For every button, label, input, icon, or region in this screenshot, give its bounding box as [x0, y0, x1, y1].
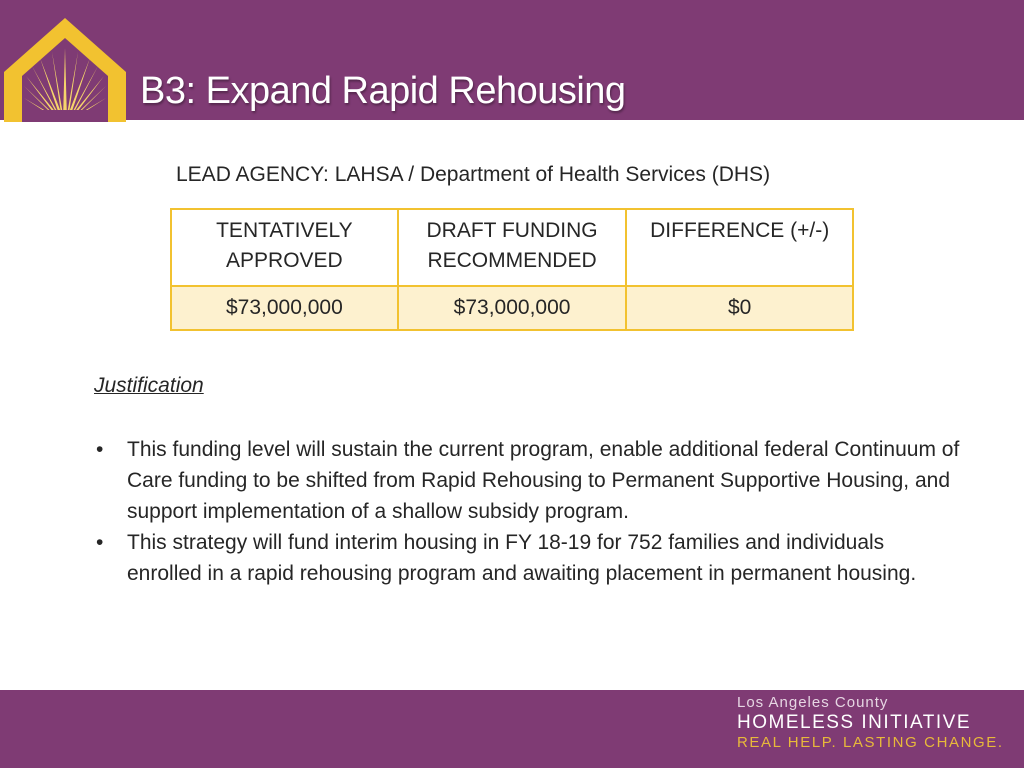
justification-heading: Justification — [94, 374, 204, 397]
header-line: RECOMMENDED — [427, 249, 597, 272]
header-difference — [626, 209, 853, 286]
footer-tagline: REAL HELP. LASTING CHANGE. — [737, 734, 1004, 751]
footer-bar — [0, 690, 1024, 768]
header-bar — [0, 0, 1024, 120]
footer-initiative: HOMELESS INITIATIVE — [737, 712, 972, 733]
list-item — [94, 527, 964, 589]
footer-logo-text — [737, 694, 1024, 752]
header-line: TENTATIVELY — [216, 219, 353, 242]
value-difference: $0 — [626, 286, 853, 330]
footer-county: Los Angeles County — [737, 694, 889, 711]
funding-table — [170, 208, 854, 331]
value-tentatively-approved: $73,000,000 — [171, 286, 398, 330]
header-tentatively-approved — [171, 209, 398, 286]
header-line: DRAFT FUNDING — [426, 219, 598, 242]
slide-title: B3: Expand Rapid Rehousing — [140, 70, 626, 112]
bullet-icon: • — [96, 438, 104, 461]
bullet-text: This strategy will fund interim housing in FY 18-19 for 752 families and individuals enrolled in a rapid rehousing program and awaiting placement in permanent housing. — [127, 531, 917, 585]
bullet-text: This funding level will sustain the current program, enable additional federal Continuum of Care funding to be shifted from Rapid Rehousing to Permanent Supportive Housing, and support implementation of a shallow subsidy program. — [127, 438, 960, 523]
header-draft-funding — [398, 209, 627, 286]
header-line: APPROVED — [226, 249, 343, 272]
justification-list — [94, 434, 964, 589]
table-row — [171, 286, 853, 330]
value-draft-funding: $73,000,000 — [398, 286, 627, 330]
table-header-row — [171, 209, 853, 286]
header-line: DIFFERENCE (+/-) — [650, 219, 830, 242]
list-item — [94, 434, 964, 527]
lead-agency-text: LEAD AGENCY: LAHSA / Department of Health Services (DHS) — [176, 163, 771, 186]
bullet-icon: • — [96, 531, 104, 554]
house-sunburst-logo-icon — [0, 14, 130, 122]
